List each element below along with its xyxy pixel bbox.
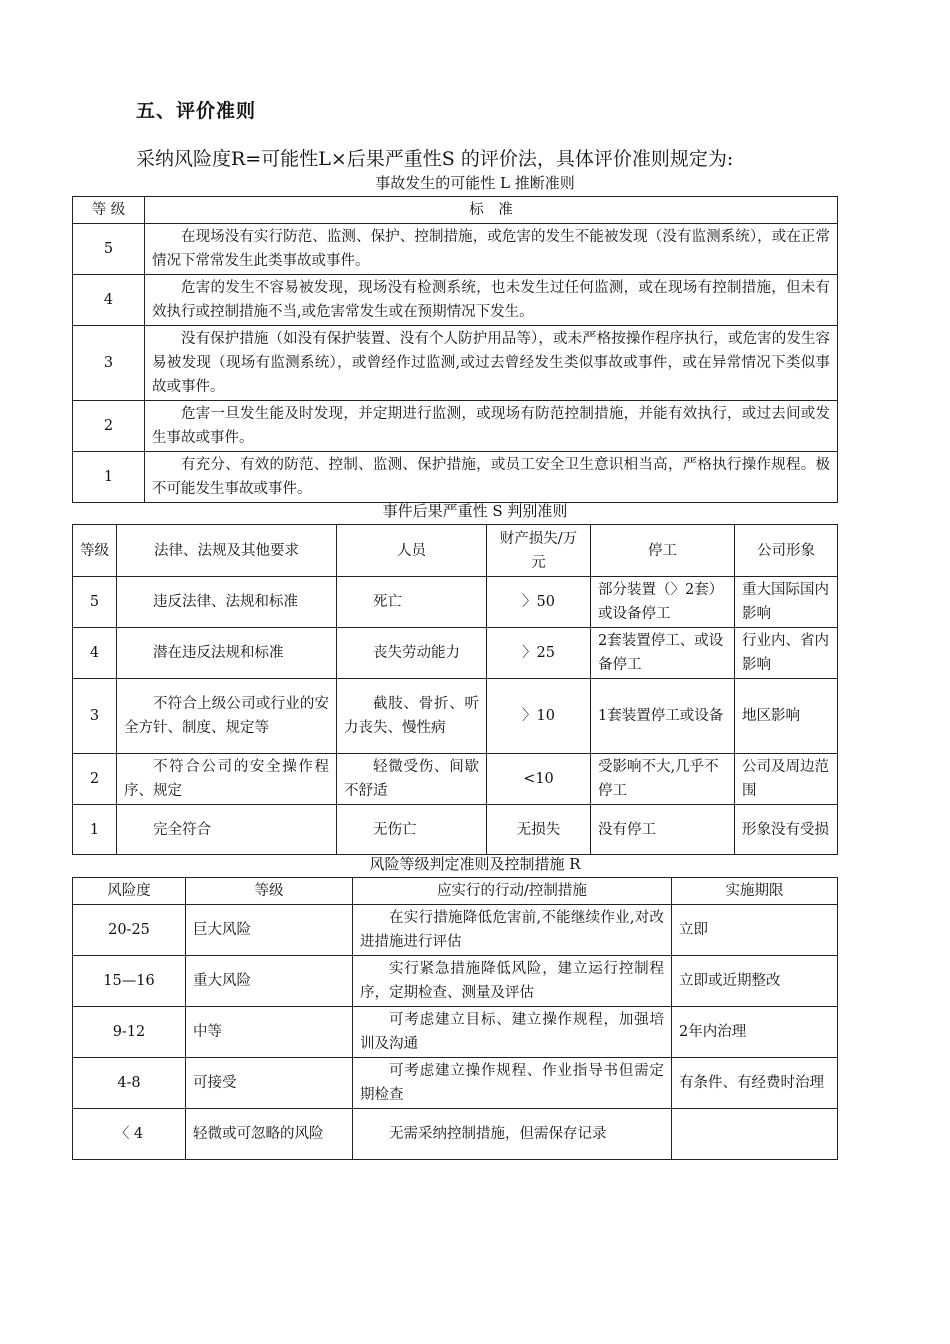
personnel-cell: 无伤亡 bbox=[337, 805, 487, 855]
criteria-cell: 在现场没有实行防范、监测、保护、控制措施，或危害的发生不能被发现（没有监测系统），或在正常情况下常常发生此类事故或事件。 bbox=[145, 224, 838, 275]
action-cell: 在实行措施降低危害前,不能继续作业,对改进措施进行评估 bbox=[353, 905, 672, 956]
shutdown-cell: 2套装置停工、或设备停工 bbox=[591, 628, 735, 679]
deadline-cell: 立即 bbox=[672, 905, 838, 956]
table-row bbox=[73, 224, 838, 275]
shutdown-cell: 部分装置（〉2套）或设备停工 bbox=[591, 577, 735, 628]
risk-caption: 风险等级判定准则及控制措施 R bbox=[369, 855, 581, 873]
table-row bbox=[73, 1109, 838, 1160]
risk-table bbox=[72, 877, 838, 1160]
score-cell: 15—16 bbox=[73, 956, 186, 1007]
level-cell: 1 bbox=[73, 452, 145, 503]
criteria-cell: 没有保护措施（如没有保护装置、没有个人防护用品等），或未严格按操作程序执行，或危害的发生容易被发现（现场有监测系统），或曾经作过监测,或过去曾经发生类似事故或事件，或在异常情况下类似事故或事件。 bbox=[145, 326, 838, 401]
table-row bbox=[73, 1058, 838, 1109]
score-cell: 4-8 bbox=[73, 1058, 186, 1109]
shutdown-cell: 1套装置停工或设备 bbox=[591, 679, 735, 754]
law-cell: 潜在违反法规和标准 bbox=[117, 628, 337, 679]
header-cell: 标 准 bbox=[145, 197, 838, 224]
table-header-row bbox=[73, 197, 838, 224]
shutdown-cell: 没有停工 bbox=[591, 805, 735, 855]
header-cell: 风险度 bbox=[73, 878, 186, 905]
personnel-cell: 截肢、骨折、听力丧失、慢性病 bbox=[337, 679, 487, 754]
header-cell: 公司形象 bbox=[735, 525, 838, 577]
table-row bbox=[73, 326, 838, 401]
table-row bbox=[73, 805, 838, 855]
law-cell: 违反法律、法规和标准 bbox=[117, 577, 337, 628]
level-cell: 1 bbox=[73, 805, 117, 855]
likelihood-caption: 事故发生的可能性 L 推断准则 bbox=[375, 174, 575, 192]
table-row bbox=[73, 679, 838, 754]
header-cell: 等级 bbox=[186, 878, 353, 905]
table-row bbox=[73, 628, 838, 679]
header-cell: 实施期限 bbox=[672, 878, 838, 905]
header-cell: 人员 bbox=[337, 525, 487, 577]
action-cell: 可考虑建立目标、建立操作规程，加强培训及沟通 bbox=[353, 1007, 672, 1058]
level-cell: 2 bbox=[73, 401, 145, 452]
image-cell: 重大国际国内影响 bbox=[735, 577, 838, 628]
header-cell: 等 级 bbox=[73, 197, 145, 224]
header-cell: 等级 bbox=[73, 525, 117, 577]
table-row bbox=[73, 401, 838, 452]
table-header-row bbox=[73, 878, 838, 905]
action-cell: 可考虑建立操作规程、作业指导书但需定期检查 bbox=[353, 1058, 672, 1109]
shutdown-cell: 受影响不大,几乎不停工 bbox=[591, 754, 735, 805]
criteria-cell: 有充分、有效的防范、控制、监测、保护措施，或员工安全卫生意识相当高，严格执行操作规程。极不可能发生事故或事件。 bbox=[145, 452, 838, 503]
law-cell: 不符合公司的安全操作程序、规定 bbox=[117, 754, 337, 805]
table-row bbox=[73, 275, 838, 326]
grade-cell: 轻微或可忽略的风险 bbox=[186, 1109, 353, 1160]
level-cell: 5 bbox=[73, 577, 117, 628]
personnel-cell: 轻微受伤、间歇不舒适 bbox=[337, 754, 487, 805]
header-cell: 财产损失/万元 bbox=[487, 525, 591, 577]
grade-cell: 中等 bbox=[186, 1007, 353, 1058]
header-cell: 应实行的行动/控制措施 bbox=[353, 878, 672, 905]
criteria-cell: 危害一旦发生能及时发现，并定期进行监测，或现场有防范控制措施，并能有效执行，或过去间或发生事故或事件。 bbox=[145, 401, 838, 452]
image-cell: 行业内、省内影响 bbox=[735, 628, 838, 679]
image-cell: 公司及周边范围 bbox=[735, 754, 838, 805]
property-cell: 〉50 bbox=[487, 577, 591, 628]
deadline-cell bbox=[672, 1109, 838, 1160]
table-row bbox=[73, 754, 838, 805]
grade-cell: 巨大风险 bbox=[186, 905, 353, 956]
level-cell: 4 bbox=[73, 628, 117, 679]
header-cell: 法律、法规及其他要求 bbox=[117, 525, 337, 577]
likelihood-table bbox=[72, 196, 838, 503]
criteria-cell: 危害的发生不容易被发现，现场没有检测系统，也未发生过任何监测，或在现场有控制措施，但未有效执行或控制措施不当,或危害常发生或在预期情况下发生。 bbox=[145, 275, 838, 326]
table-row bbox=[73, 577, 838, 628]
intro-paragraph: 采纳风险度R=可能性L×后果严重性S 的评价法，具体评价准则规定为: bbox=[136, 148, 734, 170]
severity-caption: 事件后果严重性 S 判别准则 bbox=[382, 502, 568, 520]
property-cell: 无损失 bbox=[487, 805, 591, 855]
image-cell: 地区影响 bbox=[735, 679, 838, 754]
deadline-cell: 立即或近期整改 bbox=[672, 956, 838, 1007]
score-cell: 〈 4 bbox=[73, 1109, 186, 1160]
score-cell: 20-25 bbox=[73, 905, 186, 956]
score-cell: 9-12 bbox=[73, 1007, 186, 1058]
grade-cell: 可接受 bbox=[186, 1058, 353, 1109]
law-cell: 不符合上级公司或行业的安全方针、制度、规定等 bbox=[117, 679, 337, 754]
property-cell: 〉25 bbox=[487, 628, 591, 679]
deadline-cell: 有条件、有经费时治理 bbox=[672, 1058, 838, 1109]
level-cell: 3 bbox=[73, 326, 145, 401]
action-cell: 无需采纳控制措施，但需保存记录 bbox=[353, 1109, 672, 1160]
level-cell: 3 bbox=[73, 679, 117, 754]
table-row bbox=[73, 1007, 838, 1058]
law-cell: 完全符合 bbox=[117, 805, 337, 855]
level-cell: 2 bbox=[73, 754, 117, 805]
header-cell: 停工 bbox=[591, 525, 735, 577]
table-row bbox=[73, 905, 838, 956]
personnel-cell: 丧失劳动能力 bbox=[337, 628, 487, 679]
severity-table bbox=[72, 524, 838, 855]
level-cell: 5 bbox=[73, 224, 145, 275]
table-header-row bbox=[73, 525, 838, 577]
section-heading: 五、评价准则 bbox=[136, 100, 257, 122]
deadline-cell: 2年内治理 bbox=[672, 1007, 838, 1058]
property-cell: 〉10 bbox=[487, 679, 591, 754]
table-row bbox=[73, 452, 838, 503]
action-cell: 实行紧急措施降低风险，建立运行控制程序，定期检查、测量及评估 bbox=[353, 956, 672, 1007]
property-cell: <10 bbox=[487, 754, 591, 805]
level-cell: 4 bbox=[73, 275, 145, 326]
table-row bbox=[73, 956, 838, 1007]
image-cell: 形象没有受损 bbox=[735, 805, 838, 855]
grade-cell: 重大风险 bbox=[186, 956, 353, 1007]
personnel-cell: 死亡 bbox=[337, 577, 487, 628]
